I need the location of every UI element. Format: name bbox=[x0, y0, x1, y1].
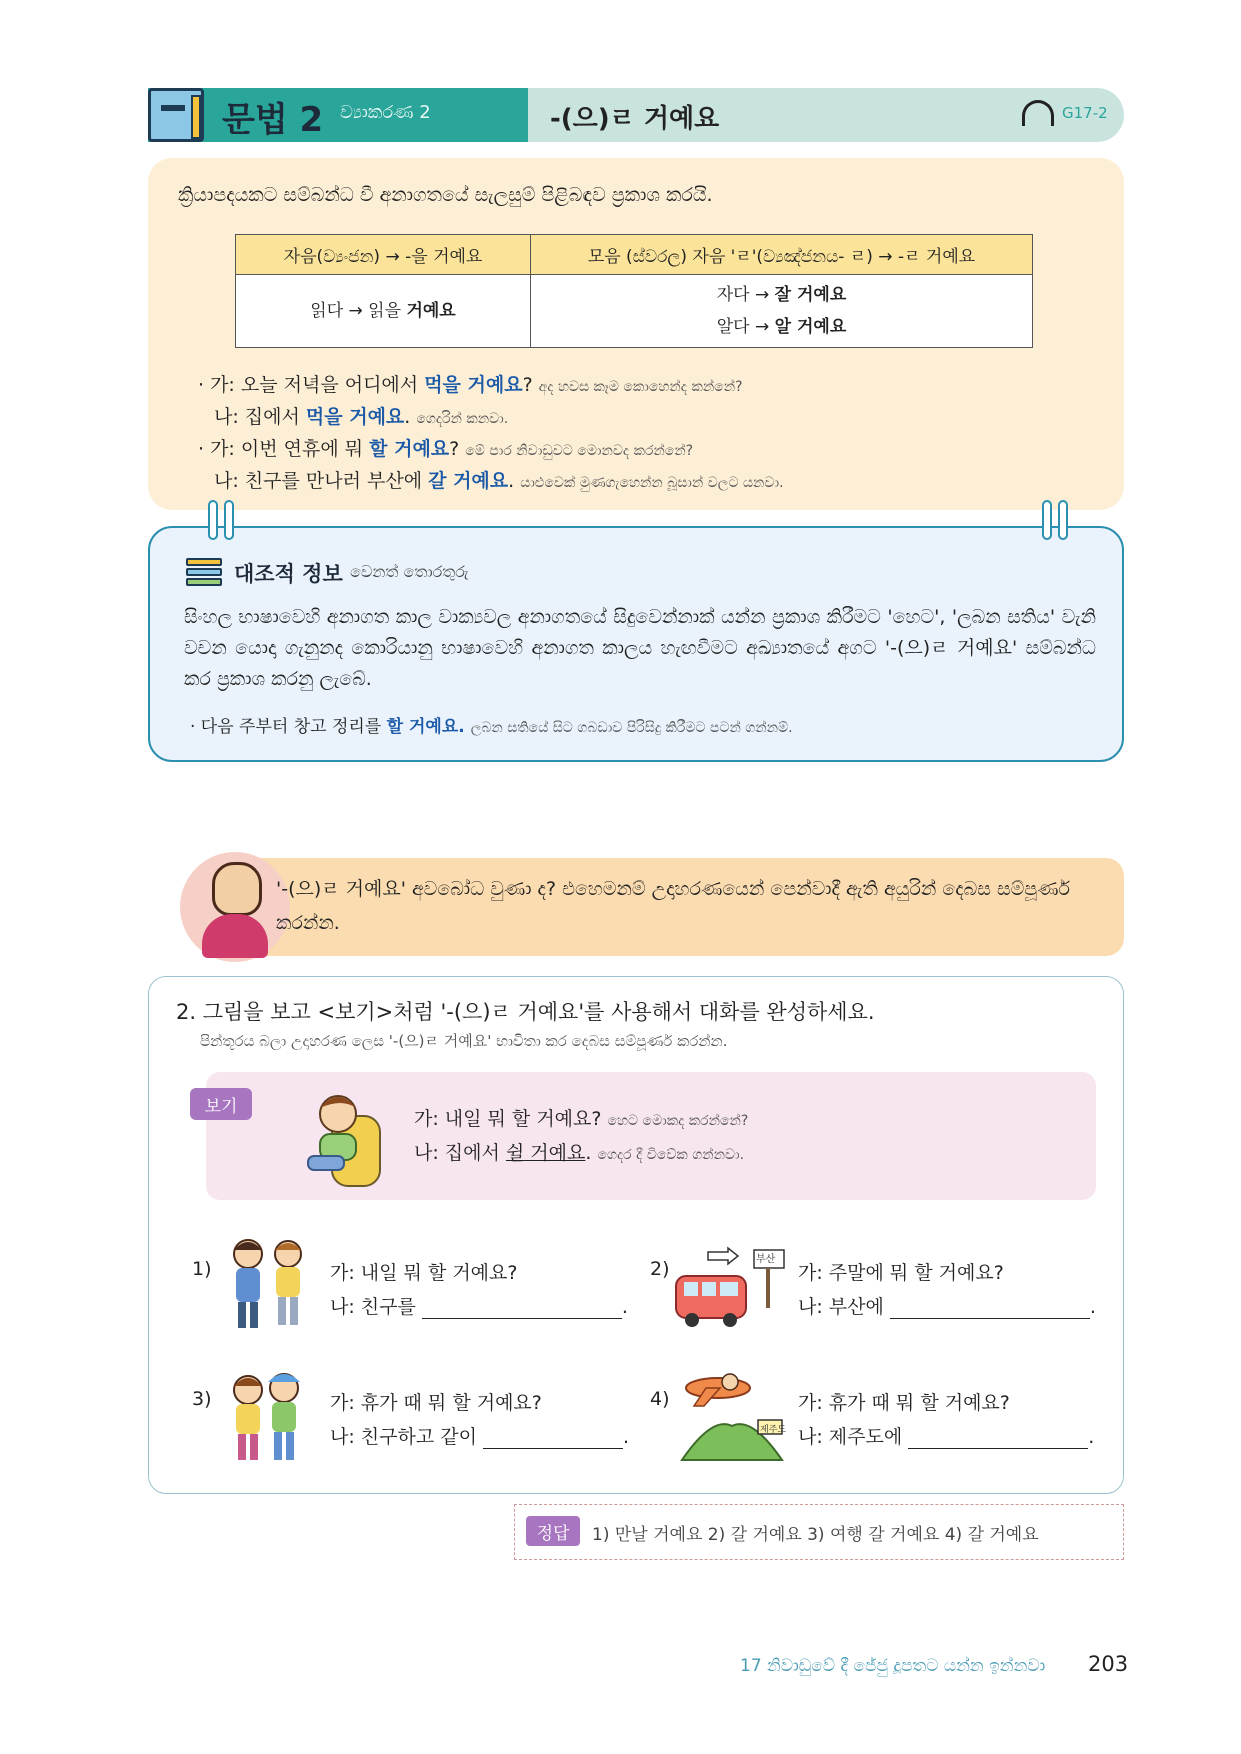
book-icon bbox=[148, 88, 204, 142]
page-number: 203 bbox=[1088, 1652, 1129, 1676]
example-punct: . bbox=[585, 1142, 592, 1164]
conjugation-table bbox=[235, 234, 1033, 348]
info-title-translation: වෙනත් තොරතුරු bbox=[350, 562, 469, 581]
table-header-consonant: 자음(ව්‍යංජන) → -을 거예요 bbox=[236, 235, 531, 275]
books-icon bbox=[186, 558, 222, 588]
answer-blank[interactable] bbox=[422, 1297, 622, 1319]
busan-sign-label: 부산 bbox=[756, 1254, 776, 1265]
cell-bold-text: 알 거예요 bbox=[774, 317, 847, 337]
boy-resting-illustration bbox=[302, 1086, 386, 1190]
info-example bbox=[190, 712, 793, 737]
example-translation: යාළුවෙක් මුණගැහෙන්න බූසාන් වලට යනවා. bbox=[520, 475, 784, 491]
binder-ring bbox=[208, 500, 218, 540]
example-highlight: 할 거예요 bbox=[369, 438, 450, 460]
example-text: 나: 집에서 bbox=[414, 1142, 506, 1164]
example-line bbox=[198, 370, 743, 397]
audio-track-code[interactable]: G17-2 bbox=[1062, 104, 1108, 122]
example-punct: . bbox=[404, 406, 411, 428]
example-translation: මේ පාර නිවාඩුවට මොනවද කරන්නේ? bbox=[465, 443, 694, 459]
example-punct: . bbox=[508, 470, 515, 492]
jeju-sign-label: 제주도 bbox=[760, 1425, 787, 1435]
item-answer bbox=[330, 1292, 628, 1319]
answer-period: . bbox=[621, 1296, 628, 1318]
example-text: · 가: 이번 연휴에 뭐 bbox=[198, 438, 370, 460]
grammar-pattern: -(으)ㄹ 거예요 bbox=[550, 104, 720, 134]
binder-ring bbox=[224, 500, 234, 540]
info-title: 대조적 정보 bbox=[234, 562, 343, 586]
item-answer bbox=[798, 1422, 1094, 1449]
answer-tag: 정답 bbox=[526, 1516, 580, 1546]
item-question: 가: 주말에 뭐 할 거예요? bbox=[798, 1262, 1004, 1284]
example-translation: ගෙදර දී විවේක ගන්නවා. bbox=[597, 1147, 745, 1163]
item-number: 4) bbox=[650, 1388, 670, 1410]
table-cell-vowel bbox=[531, 275, 1032, 347]
item-number: 3) bbox=[192, 1388, 212, 1410]
exercise-subtitle: පින්තූරය බලා උදාහරණ ලෙස '-(으)ㄹ 거예요' භාවිතා කර දෙබස සම්පූර්ණ කරන්න. bbox=[200, 1032, 728, 1050]
teacher-note-text: '-(으)ㄹ 거예요' අවබෝධ වුණා ද? එහෙමනම් උදාහරණයෙන් පෙන්වාදී ඇති අයුරින් දෙබස සම්පූර්ණ කරන්න. bbox=[276, 878, 1070, 934]
answer-prefix: 나: 친구하고 같이 bbox=[330, 1426, 477, 1448]
binder-ring bbox=[1058, 500, 1068, 540]
section-subtitle: ව්‍යාකරණ 2 bbox=[340, 102, 431, 123]
answer-period: . bbox=[622, 1426, 630, 1448]
answer-prefix: 나: 친구를 bbox=[330, 1296, 416, 1318]
exercise-title: 2. 그림을 보고 <보기>처럼 '-(으)ㄹ 거예요'를 사용해서 대화를 완성하세요. bbox=[176, 1000, 875, 1024]
example-translation: ලබන සතියේ සිට ගබඩාව පිරිසිදු කිරීමට පටන් ගන්නම්. bbox=[470, 720, 793, 736]
item-answer bbox=[798, 1292, 1096, 1319]
example-highlight: 먹을 거예요 bbox=[305, 406, 405, 428]
two-friends-illustration bbox=[220, 1232, 312, 1332]
answer-blank[interactable] bbox=[483, 1427, 623, 1449]
cell-bold-text: 거예요 bbox=[406, 301, 456, 321]
table-header-vowel: 모음 (ස්වරල) 자음 'ㄹ'(ව්‍යඤ්ජනය- ㄹ) → -ㄹ 거예요 bbox=[531, 235, 1032, 275]
answer-prefix: 나: 부산에 bbox=[798, 1296, 884, 1318]
cell-text: 알다 → bbox=[716, 317, 775, 337]
example-line bbox=[198, 434, 693, 461]
answer-blank[interactable] bbox=[908, 1427, 1088, 1449]
headphones-icon[interactable] bbox=[1022, 100, 1054, 126]
example-text: 가: 내일 뭐 할 거예요? bbox=[414, 1108, 602, 1130]
cell-bold-text: 잘 거예요 bbox=[774, 285, 847, 305]
example-punct: ? bbox=[449, 438, 460, 460]
table-cell-consonant bbox=[236, 275, 531, 347]
example-text: · 다음 주부터 창고 정리를 bbox=[190, 717, 387, 737]
example-question bbox=[414, 1104, 748, 1131]
answer-text: 1) 만날 거예요 2) 갈 거예요 3) 여행 갈 거예요 4) 갈 거예요 bbox=[592, 1525, 1039, 1545]
example-text: 나: 친구를 만나러 부산에 bbox=[214, 470, 429, 492]
answer-period: . bbox=[1089, 1296, 1096, 1318]
answer-period: . bbox=[1088, 1426, 1095, 1448]
item-answer bbox=[330, 1422, 629, 1449]
header-accent bbox=[148, 88, 528, 142]
item-question: 가: 내일 뭐 할 거예요? bbox=[330, 1262, 518, 1284]
answer-blank[interactable] bbox=[890, 1297, 1090, 1319]
example-line bbox=[214, 402, 508, 429]
example-tag: 보기 bbox=[190, 1088, 252, 1120]
example-underlined: 쉴 거예요 bbox=[505, 1142, 586, 1164]
answer-prefix: 나: 제주도에 bbox=[798, 1426, 903, 1448]
example-highlight: 할 거예요. bbox=[386, 717, 465, 737]
teacher-avatar bbox=[180, 852, 290, 962]
plane-to-jeju-illustration bbox=[672, 1366, 790, 1466]
example-translation: හෙට මොකද කරන්නේ? bbox=[607, 1113, 749, 1129]
binder-ring bbox=[1042, 500, 1052, 540]
item-number: 1) bbox=[192, 1258, 212, 1280]
item-number: 2) bbox=[650, 1258, 670, 1280]
example-translation: අද හවස කෑම කොහෙන්ද කන්නේ? bbox=[538, 379, 743, 395]
example-text: · 가: 오늘 저녁을 어디에서 bbox=[198, 374, 425, 396]
grammar-description: ක්‍රියාපදයකට සම්බන්ධ වී අනාගතයේ සැලසුම් පිළිබඳව ප්‍රකාශ කරයි. bbox=[178, 184, 713, 206]
footer-chapter: 17 නිවාඩුවේ දී ජේජු දූපතට යන්න ඉන්නවා bbox=[740, 1656, 1046, 1676]
example-answer bbox=[414, 1138, 744, 1165]
cell-text: 자다 → bbox=[716, 285, 775, 305]
travel-friends-illustration bbox=[220, 1366, 312, 1466]
item-question: 가: 휴가 때 뭐 할 거예요? bbox=[330, 1392, 542, 1414]
section-title: 문법 2 bbox=[222, 100, 324, 140]
info-body: සිංහල භාෂාවෙහි අනාගත කාල වාක්‍යවල අනාගතයේ සිදුවෙන්නාක් යන්න ප්‍රකාශ කිරීමට 'හෙට', 'ලබන සතිය' වැනි වචන යොදා ගැනුනද කොරියානු භාෂාවෙහි අනාගත කාලය හැඟවීමට අඛ්‍යාතයේ අගට '-(으)ㄹ 거예요' සම්බන්ධ කර ප්‍රකාශ කරනු ලැබේ. bbox=[184, 606, 1096, 690]
example-highlight: 먹을 거예요 bbox=[424, 374, 523, 396]
example-translation: ගෙදරින් කනවා. bbox=[416, 411, 509, 427]
example-punct: ? bbox=[522, 374, 533, 396]
example-line bbox=[214, 466, 784, 493]
item-question: 가: 휴가 때 뭐 할 거예요? bbox=[798, 1392, 1010, 1414]
cell-text: 읽다 → 읽을 bbox=[310, 301, 407, 321]
example-text: 나: 집에서 bbox=[214, 406, 306, 428]
example-highlight: 갈 거예요 bbox=[428, 470, 509, 492]
